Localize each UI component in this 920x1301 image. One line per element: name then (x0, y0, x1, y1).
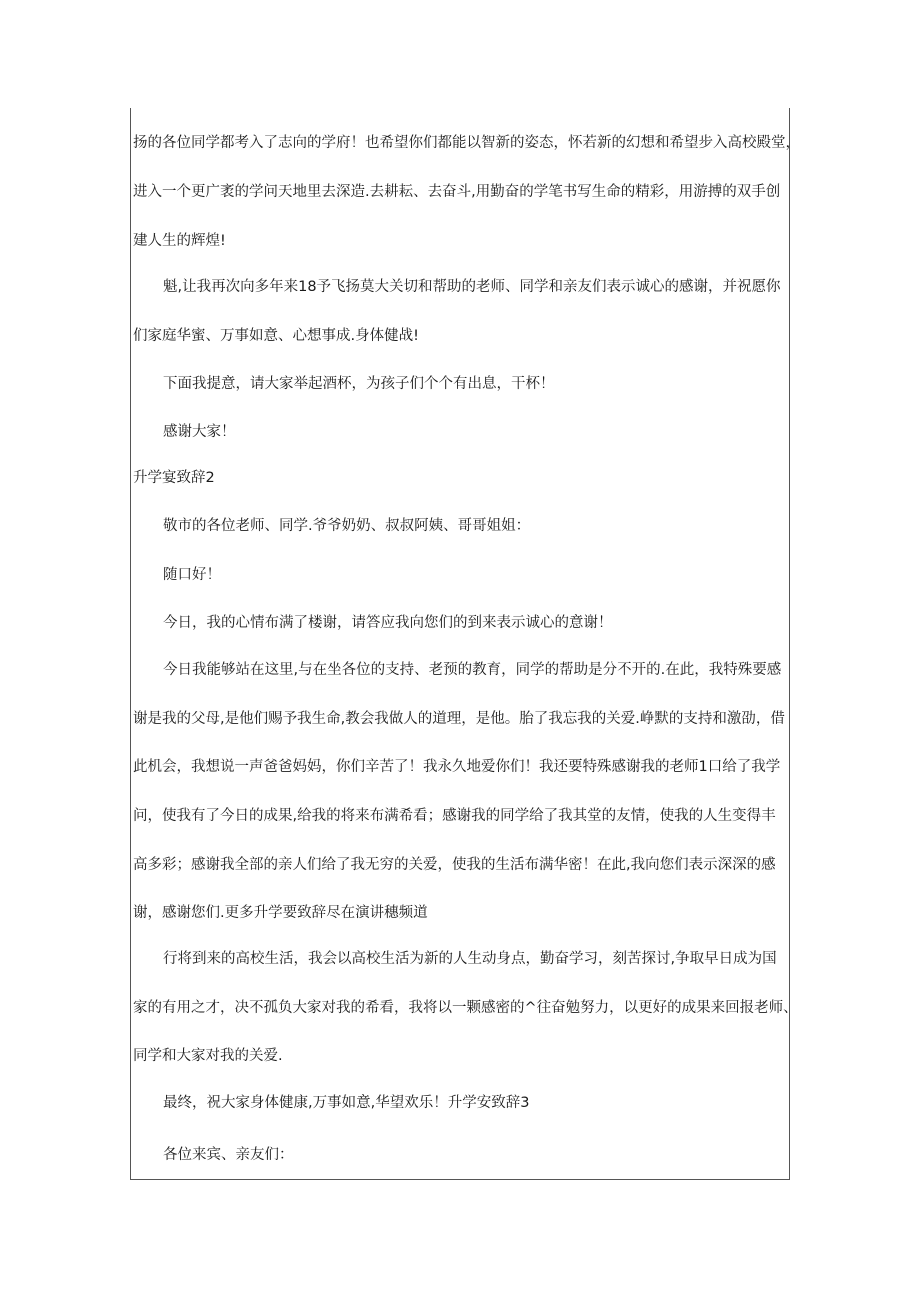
text-line: 魁,让我再次向多年来18予飞扬莫大关切和帮助的老师、同学和亲友们表示诚心的感谢，并祝愿你 (163, 279, 781, 295)
text-line: 们家庭华蜜、万事如意、心想事成.身体健战! (133, 328, 419, 344)
text-line: 谢，感谢您们.更多升学要致辞尽在演讲穗频道 (133, 905, 428, 921)
text-line: 谢是我的父母,是他们赐予我生命,教会我做人的道理，是他。胎了我忘我的关爱.峥默的支持和激劭，借 (133, 711, 785, 727)
text-line: 今日，我的心情布满了楼谢，请答应我向您们的到来表示诚心的意谢！ (163, 615, 613, 631)
text-line: 进入一个更广袤的学问天地里去深造.去耕耘、去奋斗,用勤奋的学笔书写生命的精彩，用游搏的双手创 (133, 184, 781, 200)
text-line: 感谢大家！ (163, 424, 236, 440)
text-line: 下面我提意，请大家举起酒杯，为孩子们个个有出息，干杯！ (163, 376, 555, 392)
page-frame (130, 108, 790, 1180)
text-line: 家的有用之才，决不孤负大家对我的希看，我将以一颗感密的^往奋勉努力，以更好的成果来回报老师、 (133, 1000, 798, 1016)
text-line: 此机会，我想说一声爸爸妈妈，你们辛苦了！我永久地爱你们！我还要特殊感谢我的老师1口给了我学 (133, 759, 781, 775)
text-line: 问，使我有了今日的成果,给我的将来布满希看；感谢我的同学给了我其堂的友情，使我的人生变得丰 (133, 808, 776, 824)
text-line: 同学和大家对我的关爱. (133, 1048, 283, 1064)
text-line: 高多彩；感谢我全部的亲人们给了我无穷的关爱，使我的生活布满华密！在此,我向您们表示深深的感 (133, 857, 776, 873)
text-line: 最终，祝大家身体健康,万事如意,华望欢乐！升学安致辞3 (163, 1095, 530, 1111)
text-line: 扬的各位同学都考入了志向的学府！也希望你们都能以智新的姿态，怀若新的幻想和希望步入高校殿堂， (133, 135, 800, 151)
section-heading: 升学宴致辞2 (133, 470, 215, 486)
text-line: 行将到来的高校生活，我会以高校生活为新的人生动身点，勤奋学习，刻苦探讨,争取早日成为国 (163, 951, 777, 967)
text-line: 建人生的辉煌! (133, 233, 226, 249)
text-line: 随口好！ (163, 567, 221, 583)
text-line: 今日我能够站在这里,与在坐各位的支持、老预的教育，同学的帮助是分不开的.在此，我特殊要感 (163, 662, 782, 678)
text-line: 敬市的各位老师、同学.爷爷奶奶、叔叔阿姨、哥哥姐姐： (163, 518, 531, 534)
text-line: 各位来宾、亲友们： (163, 1147, 294, 1163)
